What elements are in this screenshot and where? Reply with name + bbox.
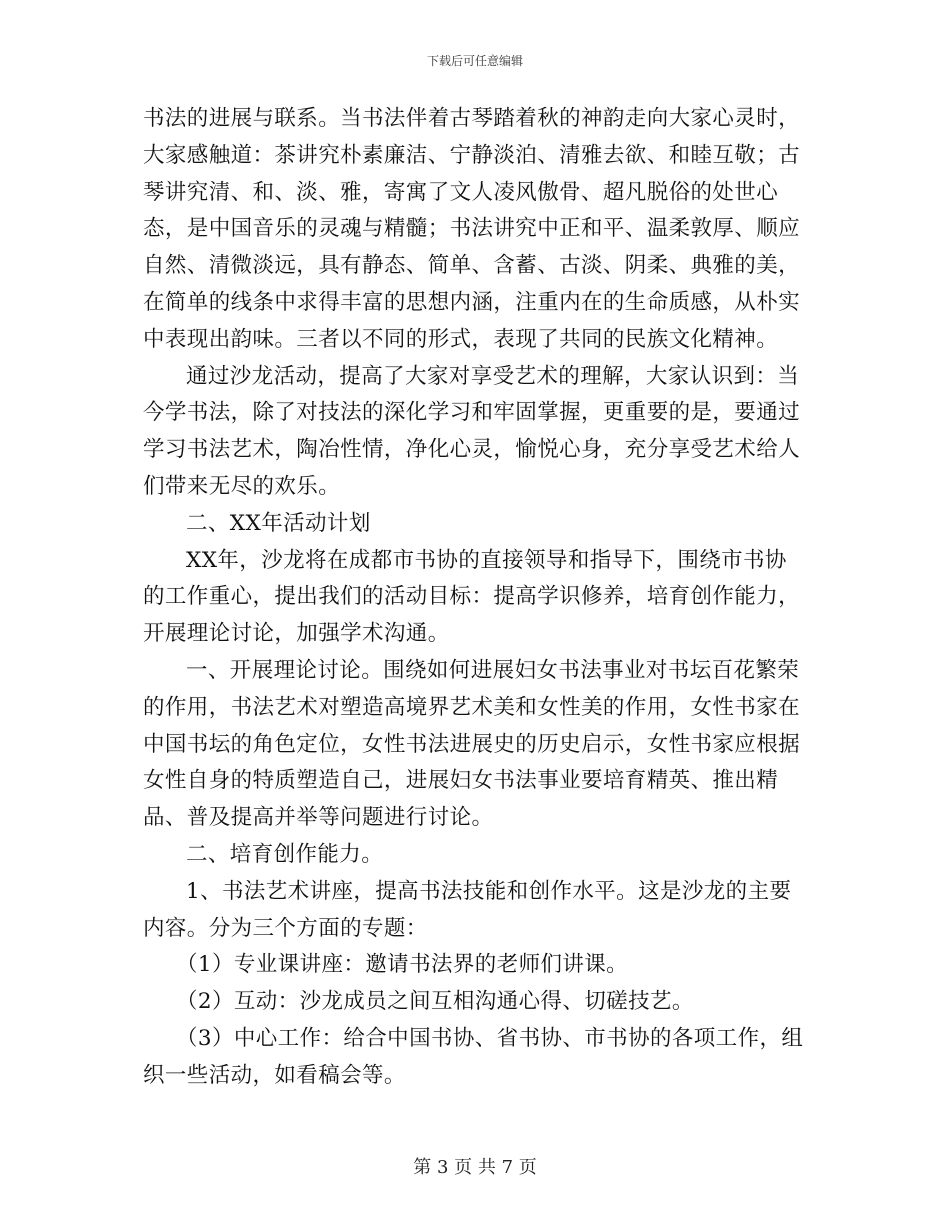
list-item-interaction: （2）互动：沙龙成员之间互相沟通心得、切磋技艺。 bbox=[176, 989, 694, 1015]
paragraph-plan-goals: XX年，沙龙将在成都市书协的直接领导和指导下，围绕市书协的工作重心，提出我们的活动目标：提高学识修养，培育创作能力，开展理论讨论，加强学术沟通。 bbox=[143, 547, 801, 647]
paragraph-lectures: 1、书法艺术讲座，提高书法技能和创作水平。这是沙龙的主要内容。分为三个方面的专题： bbox=[143, 878, 792, 941]
paragraph-continuation: 书法的进展与联系。当书法伴着古琴踏着秋的神韵走向大家心灵时，大家感触道：茶讲究朴素廉洁、宁静淡泊、清雅去欲、和睦互敬；古琴讲究清、和、淡、雅，寄寓了文人凌风傲骨、超凡脱俗的处世心态，是中国音乐的灵魂与精髓；书法讲究中正和平、温柔敦厚、顺应自然、清微淡远，具有静态、简单、含蓄、古淡、阴柔、典雅的美，在简单的线条中求得丰富的思想内涵，注重内在的生命质感，从朴实中表现出韵味。三者以不同的形式，表现了共同的民族文化精神。 bbox=[143, 106, 801, 352]
list-item-central-work: （3）中心工作：给合中国书协、省书协、市书协的各项工作，组织一些活动，如看稿会等。 bbox=[143, 1025, 804, 1088]
section-heading-activity-plan: 二、XX年活动计划 bbox=[186, 510, 371, 536]
paragraph-theory-discussion: 一、开展理论讨论。围绕如何进展妇女书法事业对书坛百花繁荣的作用，书法艺术对塑造高境界艺术美和女性美的作用，女性书家在中国书坛的角色定位，女性书法进展史的历史启示，女性书家应根据女性自身的特质塑造自己，进展妇女书法事业要培育精英、推出精品、普及提高并举等问题进行讨论。 bbox=[143, 657, 801, 831]
document-body bbox=[143, 101, 808, 1095]
subheading-creative-ability: 二、培育创作能力。 bbox=[186, 841, 384, 867]
page-header-note: 下载后可任意编辑 bbox=[426, 54, 523, 68]
list-item-professional-lectures: （1）专业课讲座：邀请书法界的老师们讲课。 bbox=[176, 952, 629, 978]
paragraph-salon-benefits: 通过沙龙活动，提高了大家对享受艺术的理解，大家认识到：当今学书法，除了对技法的深化学习和牢固掌握，更重要的是，要通过学习书法艺术，陶冶性情，净化心灵，愉悦心身，充分享受艺术给人们带来无尽的欢乐。 bbox=[143, 363, 801, 499]
page-number-footer: 第 3 页 共 7 页 bbox=[413, 1157, 537, 1178]
